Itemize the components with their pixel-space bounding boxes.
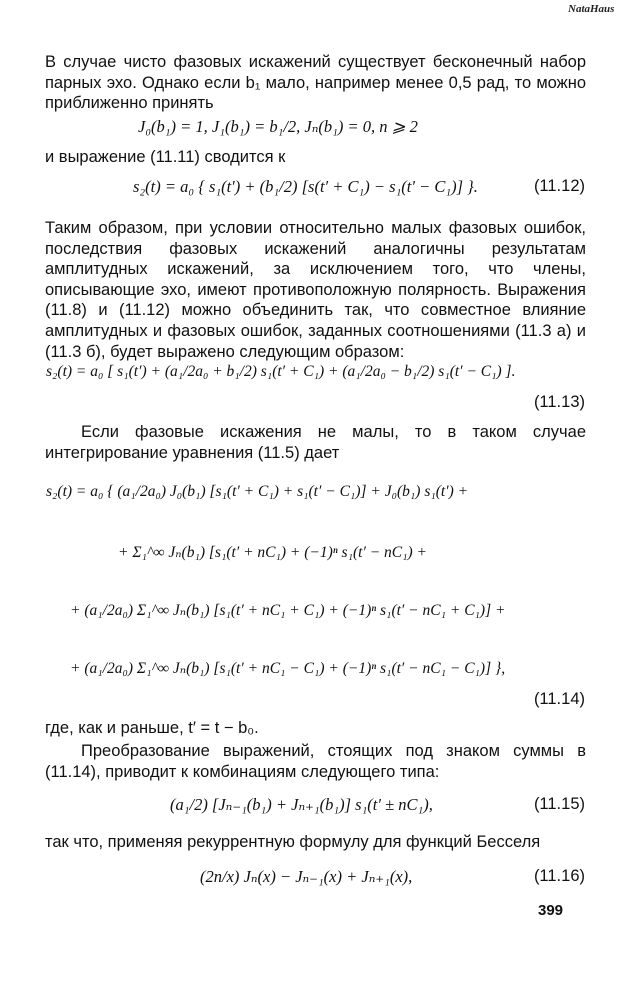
equation-11-12: s₂(t) = a₀ { s₁(t′) + (b₁/2) [s(t′ + C₁) − s₁(t′ − C₁)] }. bbox=[133, 177, 478, 196]
paragraph-3: Таким образом, при условии относительно малых фазовых ошибок, последствия фазовых искажений аналогичны результатам амплитудных искажений, за исключением того, что члены, описывающие эхо, имеют противоположную полярность. Выражения (11.8) и (11.12) можно объединить так, что совместное влияние амплитудных и фазовых ошибок, заданных соотношениями (11.3 а) и (11.3 б), будет выражено следующим образом: bbox=[45, 219, 586, 361]
equation-11-13: s₂(t) = a₀ [ s₁(t′) + (a₁/2a₀ + b₁/2) s₁(t′ + C₁) + (a₁/2a₀ − b₁/2) s₁(t′ − C₁) ]. bbox=[46, 363, 516, 380]
equation-11-16: (2n/x) Jₙ(x) − Jₙ₋₁(x) + Jₙ₊₁(x), bbox=[200, 867, 413, 886]
paragraph-5: где, как и раньше, t′ = t − b₀. bbox=[45, 719, 259, 737]
page-number: 399 bbox=[538, 902, 564, 919]
equation-11-14-line-1: s₂(t) = a₀ { (a₁/2a₀) J₀(b₁) [s₁(t′ + C₁) + s₁(t′ − C₁)] + J₀(b₁) s₁(t′) + bbox=[46, 483, 469, 500]
paragraph-2: и выражение (11.11) сводится к bbox=[45, 148, 286, 166]
equation-11-14-line-2: + Σ₁^∞ Jₙ(b₁) [s₁(t′ + nC₁) + (−1)ⁿ s₁(t′ − nC₁) + bbox=[118, 544, 428, 561]
equation-number-11-12: (11.12) bbox=[533, 177, 585, 195]
equation-number-11-14: (11.14) bbox=[533, 690, 585, 708]
equation-bessel-approx: J₀(b₁) = 1, J₁(b₁) = b₁/2, Jₙ(b₁) = 0, n ⩾ 2 bbox=[138, 117, 418, 136]
paragraph-4: Если фазовые искажения не малы, то в таком случае интегрирование уравнения (11.5) дает bbox=[45, 423, 586, 462]
equation-number-11-15: (11.15) bbox=[533, 795, 585, 813]
equation-11-14-line-4: + (a₁/2a₀) Σ₁^∞ Jₙ(b₁) [s₁(t′ + nC₁ − C₁) + (−1)ⁿ s₁(t′ − nC₁ − C₁)] }, bbox=[70, 660, 506, 677]
paragraph-6: Преобразование выражений, стоящих под знаком суммы в (11.14), приводит к комбинациям следующего типа: bbox=[45, 742, 586, 781]
equation-11-14-line-3: + (a₁/2a₀) Σ₁^∞ Jₙ(b₁) [s₁(t′ + nC₁ + C₁) + (−1)ⁿ s₁(t′ − nC₁ + C₁)] + bbox=[70, 602, 506, 619]
paragraph-1: В случае чисто фазовых искажений существует бесконечный набор парных эхо. Однако если b₁ мало, например менее 0,5 рад, то можно приближенно принять bbox=[45, 53, 586, 113]
equation-number-11-16: (11.16) bbox=[533, 867, 585, 885]
watermark-logo: NataHaus bbox=[568, 3, 615, 15]
equation-number-11-13: (11.13) bbox=[533, 393, 585, 411]
equation-11-15: (a₁/2) [Jₙ₋₁(b₁) + Jₙ₊₁(b₁)] s₁(t′ ± nC₁), bbox=[170, 795, 433, 814]
paragraph-7: так что, применяя рекуррентную формулу для функций Бесселя bbox=[45, 833, 541, 851]
